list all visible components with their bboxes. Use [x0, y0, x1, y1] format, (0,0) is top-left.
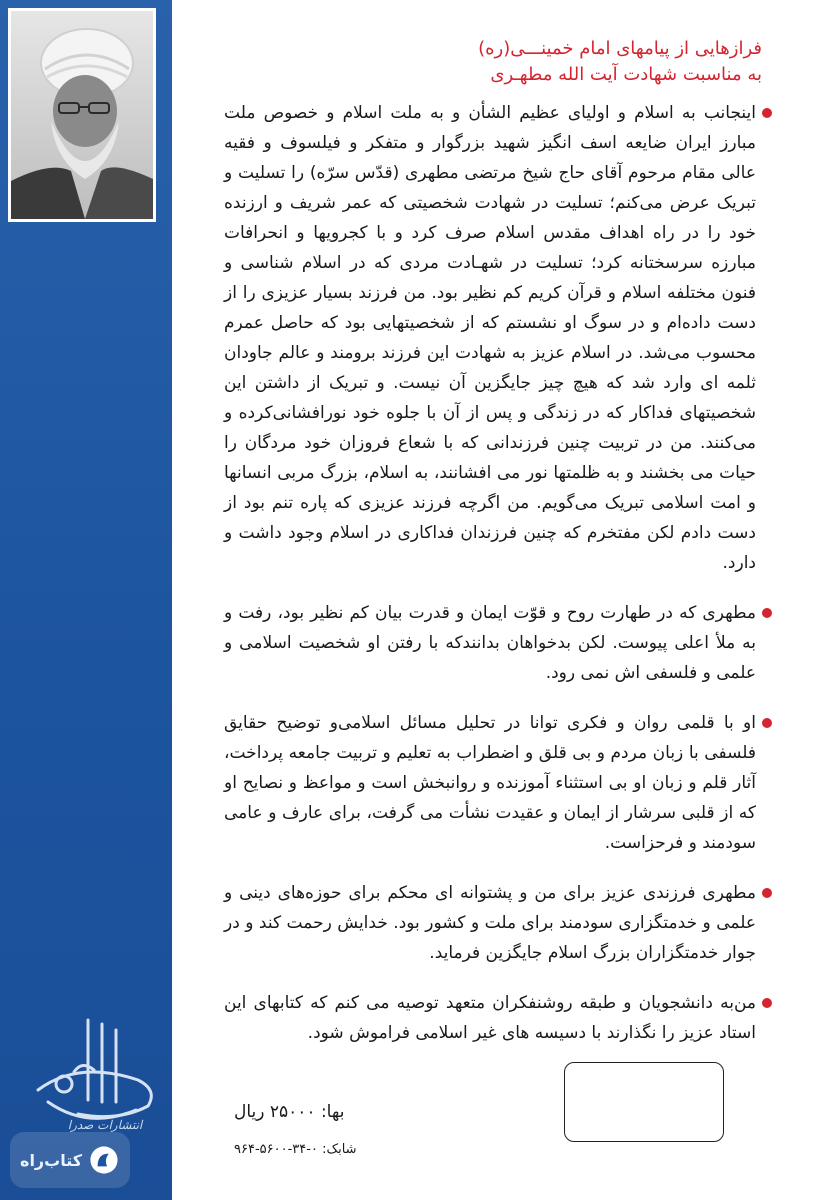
store-logo-icon	[88, 1140, 120, 1180]
excerpt-text: من‌به دانشجویان و طبقه روشنفکران متعهد توصیه می کنم که کتابهای این استاد عزیز را نگذارند با دسیسه های غیر اسلامی فراموش شود.	[224, 993, 756, 1043]
bullet-dot-icon	[762, 888, 772, 898]
excerpt-paragraph	[224, 98, 768, 578]
main-content	[172, 0, 840, 1200]
excerpt-text: مطهری که در طهارت روح و قوّت ایمان و قدرت بیان کم نظیر بود، رفت و به ملأ اعلی پیوست. لکن بدخواهان بدانندکه با رفتن او شخصیت اسلامی و علمی و فلسفی اش نمی رود.	[224, 603, 756, 683]
price-label: بها: ۲۵۰۰۰ ریال	[234, 1102, 345, 1122]
page-title: فرازهایی از پیامهای امام خمینـــی(ره)	[478, 38, 762, 59]
excerpt-text: او با قلمی روان و فکری توانا در تحلیل مسائل اسلامی‌و توضیح حقایق فلسفی با زبان مردم و بی قلق و اضطراب به تعلیم و تربیت جامعه پرداخت، آثار قلم و زبان او بی استثناء آموزنده و روانبخش است و مواعظ و نصایح او که از قلبی سرشار از ایمان و عقیدت نشأت می گرفت، برای عارف و عامی سودمند و فرحزاست.	[224, 713, 756, 853]
bullet-dot-icon	[762, 108, 772, 118]
bullet-dot-icon	[762, 718, 772, 728]
excerpt-text: مطهری فرزندی عزیز برای من و پشتوانه ای محکم برای حوزه‌های دینی و علمی و خدمتگزاری سودمند برای ملت و کشور بود. خدایش رحمت کند و در جوار خدمتگزاران بزرگ اسلام جایگزین فرماید.	[224, 883, 756, 963]
author-portrait	[8, 8, 156, 222]
bullet-dot-icon	[762, 998, 772, 1008]
store-name: کتاب‌راه	[20, 1150, 83, 1170]
page-subtitle: به مناسبت شهادت آیت الله مطهـری	[490, 64, 762, 85]
store-badge[interactable]	[10, 1132, 130, 1188]
isbn-label: شابک: ۰-۳۴-۵۶۰۰-۹۶۴	[234, 1142, 357, 1157]
excerpt-paragraph	[224, 598, 768, 688]
barcode-box	[564, 1062, 724, 1142]
excerpt-paragraph	[224, 708, 768, 858]
publisher-name: انتشارات صدرا	[67, 1118, 143, 1132]
excerpt-paragraph	[224, 878, 768, 968]
sidebar-band	[0, 0, 172, 1200]
bullet-dot-icon	[762, 608, 772, 618]
excerpt-paragraph	[224, 988, 768, 1048]
message-excerpts	[224, 98, 768, 1068]
page-header	[202, 36, 762, 88]
excerpt-text: اینجانب به اسلام و اولیای عظیم الشأن و به ملت اسلام و خصوص ملت مبارز ایران ضایعه اسف انگیز شهید بزرگوار و متفکر و فیلسوف و فقیه عالی مقام مرحوم آقای حاج شیخ مرتضی مطهری (قدّس سرّه) را تسلیت و تبریک عرض می‌کنم؛ تسلیت در شهادت شخصیتی که عمر شریف و ارزنده خود را در راه اهداف مقدس اسلام صرف کرد و با کجرویها و انحرافات مبارزه سرسختانه کرد؛ تسلیت در شهـادت مردی که در اسلام شناسی و فنون مختلفه اسلام و قرآن کریم کم نظیر بود. من فرزند بسیار عزیزی را از دست داده‌ام و در سوگ او نشستم که از شخصیتهایی بود که حاصل عمرم محسوب می‌شد. در اسلام عزیز به شهادت این فرزند برومند و عالم جاودان ثلمه ای وارد شد که هیچ چیز جایگزین آن نیست. و تبریک از داشتن این شخصیتهای فداکار که در زندگی و پس از آن با جلوه خود نورافشانی‌کرده و می‌کنند. من در تربیت چنین فرزندانی که با شعاع فروزان خود مردگان را حیات می بخشند و به ظلمتها نور می افشانند، به اسلام، بزرگ مربی انسانها و امت اسلامی تبریک می‌گویم. من اگرچه فرزند عزیزی که پاره تنم بود از دست دادم لکن مفتخرم که چنین فرزندان فداکاری در اسلام وجود داشت و دارد.	[224, 103, 756, 573]
